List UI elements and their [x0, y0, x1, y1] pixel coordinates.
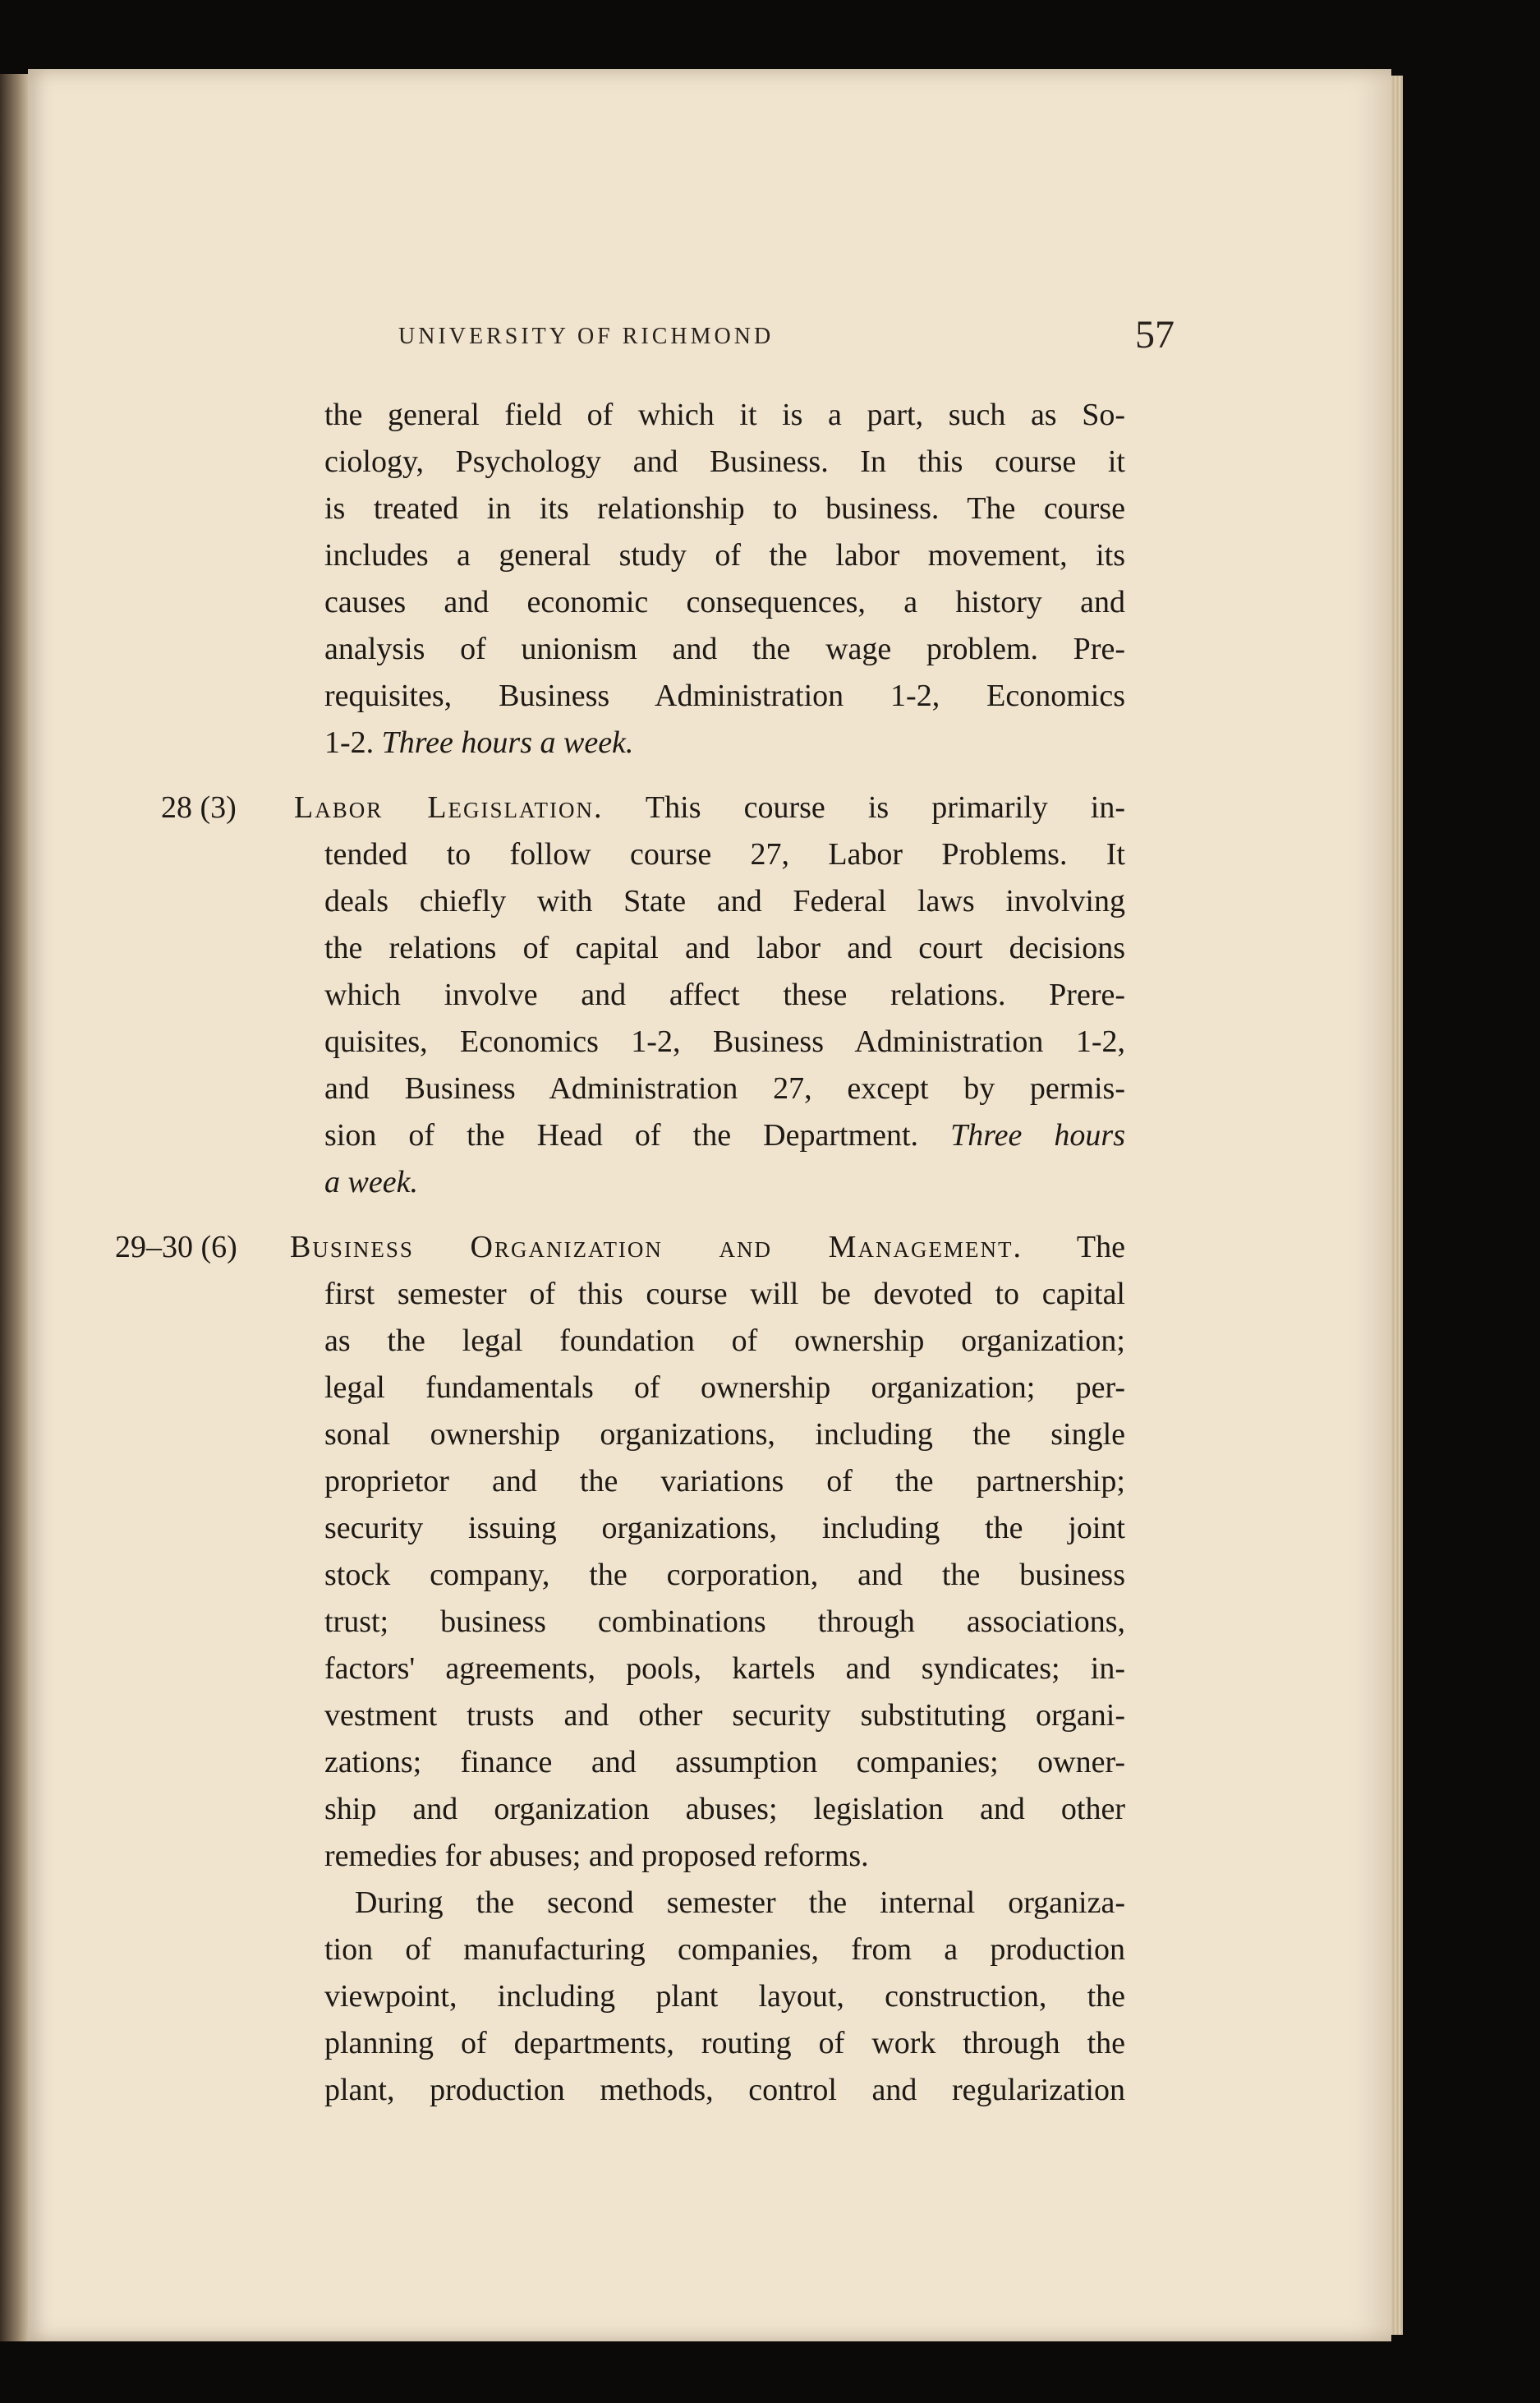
text-line: quisites, Economics 1-2, Business Administration 1-2, [324, 1024, 1125, 1059]
text-line: analysis of unionism and the wage problem. Pre- [324, 632, 1125, 666]
text-line: stock company, the corporation, and the business [324, 1558, 1125, 1592]
text-line: vestment trusts and other security substituting organi- [324, 1698, 1125, 1733]
text-line: the relations of capital and labor and court decisions [324, 931, 1125, 965]
text-line: legal fundamentals of ownership organization; per- [324, 1370, 1125, 1405]
course-heading-line: Business Organization and Management. The [290, 1230, 1125, 1264]
text-line: the general field of which it is a part, such as So- [324, 398, 1125, 432]
text-line: proprietor and the variations of the partnership; [324, 1464, 1125, 1498]
text-line: factors' agreements, pools, kartels and syndicates; in- [324, 1651, 1125, 1686]
text-line: tended to follow course 27, Labor Problems. It [324, 837, 1125, 872]
course-heading-line: Labor Legislation. This course is primarily in- [294, 790, 1125, 825]
text-line: and Business Administration 27, except by permis- [324, 1071, 1125, 1106]
course-title: Business Organization and Management. [290, 1230, 1023, 1264]
course-title: Labor Legislation. [294, 790, 604, 825]
text-line: causes and economic consequences, a history and [324, 585, 1125, 619]
text-line: deals chiefly with State and Federal laws involving [324, 884, 1125, 918]
course-number: 28 (3) [161, 790, 237, 825]
running-head: UNIVERSITY OF RICHMOND [398, 324, 775, 349]
text-line: plant, production methods, control and regularization [324, 2073, 1125, 2107]
text-line: sion of the Head of the Department. Three hours [324, 1118, 1125, 1153]
page-number: 57 [1135, 313, 1175, 357]
text-line: which involve and affect these relations. Prere- [324, 978, 1125, 1012]
text-line: security issuing organizations, including the joint [324, 1511, 1125, 1545]
text-line: remedies for abuses; and proposed reforms. [324, 1839, 869, 1873]
text-line: a week. [324, 1165, 418, 1199]
text-line: During the second semester the internal organiza- [355, 1885, 1125, 1920]
text-line: tion of manufacturing companies, from a production [324, 1932, 1125, 1967]
text-line: zations; finance and assumption companies; owner- [324, 1745, 1125, 1779]
text-line: is treated in its relationship to business. The course [324, 491, 1125, 526]
text-line: ciology, Psychology and Business. In this course it [324, 444, 1125, 479]
text-line: viewpoint, including plant layout, construction, the [324, 1979, 1125, 2014]
text-line: trust; business combinations through associations, [324, 1604, 1125, 1639]
text-line: requisites, Business Administration 1-2, Economics [324, 679, 1125, 713]
course-number: 29–30 (6) [115, 1230, 237, 1264]
text-line: planning of departments, routing of work through the [324, 2026, 1125, 2060]
text-line: ship and organization abuses; legislation and other [324, 1792, 1125, 1826]
text-line: includes a general study of the labor movement, its [324, 538, 1125, 573]
text-line: first semester of this course will be devoted to capital [324, 1277, 1125, 1311]
text-line: sonal ownership organizations, including the single [324, 1417, 1125, 1452]
text-line: 1-2. Three hours a week. [324, 725, 634, 760]
text-line: as the legal foundation of ownership organization; [324, 1323, 1125, 1358]
